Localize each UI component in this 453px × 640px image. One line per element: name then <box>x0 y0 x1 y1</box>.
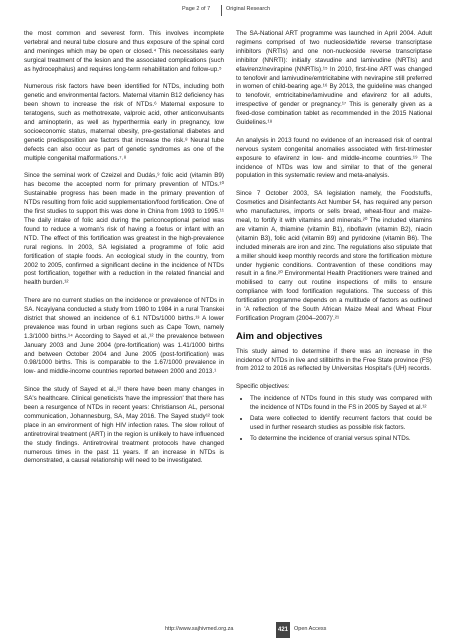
list-item: • The incidence of NTDs found in this study was compared with the incidence of NTDs found in the FS in 2005 by Sayed et al.¹² <box>250 395 432 413</box>
objectives-list <box>236 395 432 444</box>
section-heading: Aim and objectives <box>236 330 323 342</box>
page-footer <box>0 622 453 638</box>
body-paragraph: This study aimed to determine if there was an increase in the incidence of NTDs in live and stillbirths in the Free State province (FS) from 2012 to 2016 as reflected by Universitas Hospital's (UH) records. <box>236 347 432 373</box>
open-access-label: Open Access <box>294 626 327 632</box>
body-paragraph: Since the seminal work of Czeizel and Dudás,⁹ folic acid (vitamin B9) has become the accepted norm for primary prevention of NTDs.¹⁰ Sustainable progress has been made in the primary prevention of NTDs resulting from folic acid supplementation/food fortification. One of the first studies to support this was done in China from 1993 to 1995.¹¹ The daily intake of folic acid during the periconceptional period was found to reduce a woman's risk of having a foetus or infant with an NTD. The effect of this fortification was greatest in the high-prevalence rural regions. In 2003, SA legislated a programme of folic acid fortification of staple foods. An ecological study in the country, from 2002 to 2005, confirmed a significant decline in the incidence of NTDs post fortification, together with a reduction in the related financial and health burden.¹² <box>24 172 224 287</box>
objectives-label: Specific objectives: <box>236 383 290 391</box>
right-column <box>236 30 432 446</box>
body-paragraph: the most common and severest form. This involves incomplete vertebral and neural tube closure and thus exposure of the spinal cord and meninges which may be open or closed.⁴ This necessitates early surgical treatment of the lesion and the associated complications (such as hydrocephalus) and requires long-term rehabilitation and follow-up.⁵ <box>24 30 224 73</box>
list-item: • To determine the incidence of cranial versus spinal NTDs. <box>250 435 432 444</box>
page-header <box>0 4 453 16</box>
body-paragraph: There are no current studies on the incidence or prevalence of NTDs in SA. Ncayiyana conducted a study from 1980 to 1984 in a rural Transkei district that showed an incidence of 6.1 NTDs/1000 births.¹³ A lower prevalence was found in urban regions such as Cape Town, namely 1.3/1000 births.¹⁴ According to Sayed et al.,¹² the prevalence between January 2003 and June 2004 (pre-fortification) was 1.41/1000 births and between October 2004 and June 2005 (post-fortification) was 0.98/1000 births. This is comparable to the 1.67/1000 prevalence in low- and middle-income countries reported between 2000 and 2013.¹ <box>24 297 224 376</box>
body-paragraph: Since the study of Sayed et al.,¹² there have been many changes in SA's healthcare. Clinical geneticists 'have the impression' that there has been a resurgence of NTDs in recent years: Christianson AL, personal communication, Johannesburg, SA, May 2016. The Sayed study¹² took place in an environment of high HIV infection rates. The slow rollout of antiretroviral treatment (ART) in the region is unlikely to have influenced the study findings. Antiretroviral treatment protocols have changed numerous times in the past 11 years. If an increase in NTDs is demonstrated, a causal relationship will need to be investigated. <box>24 386 224 465</box>
page-number: Page 2 of 7 <box>182 6 211 12</box>
list-item: • Data were collected to identify recurrent factors that could be used in further research studies as possible risk factors. <box>250 415 432 433</box>
body-paragraph: The SA-National ART programme was launched in April 2004. Adult regimens comprised of two nucleoside/tide reverse transcriptase inhibitors (NRTIs) and one non-nucleoside reverse transcriptase inhibitor (NNRTI): initially stavudine and lamivudine (NRTIs) and efavirenz/nevirapine (NNRTIs).¹⁵ In 2010, first-line ART was changed to tenofovir and lamivudine/emtricitabine with nevirapine still preferred in women of child-bearing age.¹⁶ By 2013, the guideline was changed to tenofovir, emtricitabine/lamivudine and efavirenz for all adults, irrespective of gender or pregnancy.¹⁷ This is generally given as a fixed-dose combination tablet as recommended in the 2015 National Guidelines.¹⁸ <box>236 30 432 127</box>
body-paragraph: An analysis in 2013 found no evidence of an increased risk of central nervous system congenital anomalies associated with first-trimester exposure to efavirenz in low- and middle-income countries.¹⁹ The incidence of NTDs was low and similar to that of the general population in this systematic review and meta-analysis. <box>236 136 432 180</box>
journal-url-link[interactable]: http://www.sajhivmed.org.za <box>165 626 234 632</box>
header-divider <box>221 5 222 16</box>
body-paragraph: Numerous risk factors have been identified for NTDs, including both genetic and environmental factors. Maternal vitamin B12 deficiency has been shown to increase the risk of NTDs.⁶ Maternal exposure to teratogens, such as methotrexate, valproic acid, other anticonvulsants and aminopterin, as well as hyperthermia early in pregnancy, low socioeconomic status, maternal obesity, pre-gestational diabetes and genetic predisposition are factors that increase the risk.⁸ Neural tube defects can also occur as part of genetic syndromes as one of the multiple congenital malformations.⁷˒⁸ <box>24 83 224 162</box>
footer-page-number: 421 <box>276 622 290 638</box>
left-column <box>24 30 224 475</box>
body-paragraph: Since 7 October 2003, SA legislation namely, the Foodstuffs, Cosmetics and Disinfectants Act Number 54, has required any person who manufactures, imports or sells bread, wheat-flour and maize-meal, to fortify it with vitamins and minerals.²⁰ The included vitamins are vitamin A, thiamine (vitamin B1), riboflavin (vitamin B2), niacin (vitamin B3), folic acid (vitamin B9) and pyridoxine (vitamin B6). The included minerals are iron and zinc. The regulations also stipulate that a miller should keep monthly records and store the fortification mixture under hygienic conditions. Contravention of these conditions may result in a fine.²⁰ Environmental Health Practitioners were trained and mobilised to carry out routine inspections of mills to ensure compliance with food fortification regulations. The success of this fortification programme depends on a multitude of factors as outlined in 'A reflection of the South African Maize Meal and Wheat Flour Fortification Program (2004–2007)'.²¹ <box>236 190 432 322</box>
section-label: Original Research <box>226 6 271 12</box>
